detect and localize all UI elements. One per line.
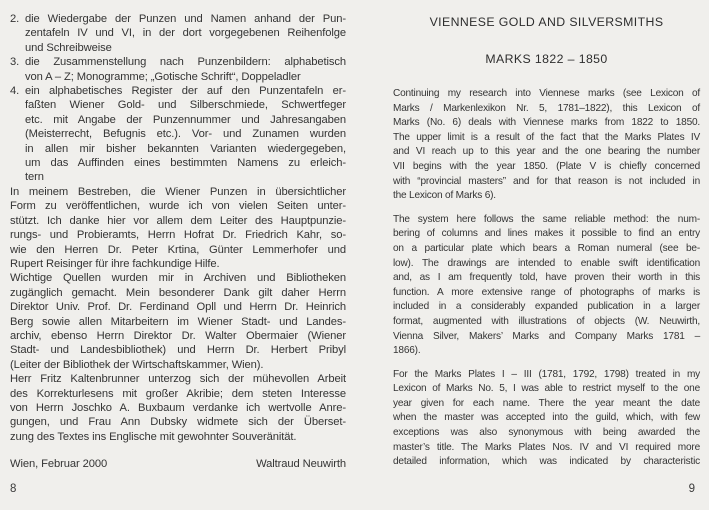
list-marker: 2.: [10, 13, 20, 25]
text-line: exceptions was also synonymous with being awarded the: [393, 427, 700, 439]
text-line: Rupert Reisinger für ihre fachkundige Hilfe.: [10, 257, 220, 270]
text-line: The upper limit is a result of the fact that the Marks Plates IV: [393, 131, 700, 143]
text-line: bering of columns and lines makes it possible to find an entry: [393, 228, 700, 240]
text-line: format, augmented with illustrations of objects (W. Neuwirth,: [393, 315, 700, 327]
paragraph: [393, 368, 700, 470]
text-line: um das Auffinden eines bestimmten Namens zu erleich-: [25, 157, 346, 170]
text-line: 1866).: [393, 345, 421, 357]
text-line: The system here follows the same reliable method: the num-: [393, 213, 700, 225]
text-line: rungs- und Probieramts, Herrn Hofrat Dr. Friedrich Kahr, so-: [10, 229, 346, 242]
text-line: on a particular plate which bears a Roman numeral (see be-: [393, 242, 700, 254]
text-line: included in a considerably expanded publication in a larger: [393, 301, 700, 313]
text-line: Vienna Silver, Makers’ Marks and Company Marks 1781 –: [393, 330, 700, 342]
text-line: low). The drawings are intended to enable swift identification: [393, 257, 700, 269]
text-line: with “provincial masters” and for that reason is not included in: [393, 175, 700, 187]
text-line: In meinem Bestreben, die Wiener Punzen in übersichtlicher: [10, 185, 346, 198]
text-line: die Zusammenstellung nach Punzenbildern: alphabetisch: [25, 56, 346, 69]
paragraph: [393, 87, 700, 204]
list-marker: 3.: [10, 56, 20, 69]
text-line: Marks (No. 6) deals with Viennese marks from 1822 to 1850.: [393, 117, 700, 129]
paragraph: [10, 271, 346, 372]
text-line: Form zu veröffentlichen, wurde ich von vielen Seiten unter-: [10, 200, 346, 213]
text-line: Wichtige Quellen wurden mir in Archiven und Bibliotheken: [10, 272, 346, 285]
text-line: the Lexicon of Marks 6).: [393, 190, 496, 202]
text-line: gungen, und Frau Ann Dubsky widmete sich der Überset-: [10, 416, 346, 429]
text-line: detailed information, which was indicated by characteristic: [393, 456, 700, 468]
text-line: zentafeln IV und VI, in der dort vorgegebenen Reihenfolge: [25, 27, 346, 40]
paragraph: [10, 372, 346, 444]
left-page: [10, 12, 346, 472]
text-line: die Wiedergabe der Punzen und Namen anhand der Pun-: [25, 13, 346, 25]
date-line: Wien, Februar 2000: [10, 458, 108, 471]
text-line: in allen mir bisher bekannten Varianten wiedergegeben,: [25, 142, 346, 155]
text-line: faßten Wiener Gold- und Silberschmiede, Schwertfeger: [25, 99, 346, 112]
page-title: VIENNESE GOLD AND SILVERSMITHS: [429, 15, 664, 29]
author-signature: Waltraud Neuwirth: [256, 458, 346, 471]
page-number-right: 9: [688, 483, 695, 495]
text-line: when the master was accepted into the guild, which, with few: [393, 412, 700, 424]
text-line: und Schreibweise: [25, 41, 112, 54]
page-number-left: 8: [10, 483, 17, 495]
left-page-text: [10, 12, 346, 444]
text-line: ein alphabetisches Register der auf den Punzentafeln er-: [25, 85, 346, 98]
text-line: year given for each name. There the year meant the date: [393, 397, 700, 409]
paragraph: [393, 213, 700, 359]
text-line: tern: [25, 171, 44, 184]
text-line: (Meisterrecht, Befugnis etc.). Vor- und Zunamen wurden: [25, 128, 346, 141]
colophon-row: [10, 457, 346, 471]
text-line: master’s title. The Marks Plates Nos. IV and VI required more: [393, 441, 700, 453]
text-line: von A – Z; Monogramme; „Gotische Schrift“, Doppeladler: [25, 70, 301, 83]
text-line: des Korrekturlesens mit großer Akribie; dem steten Interesse: [10, 387, 346, 400]
list-item: [10, 84, 346, 185]
paragraph: [10, 185, 346, 271]
text-line: VII begins with the year 1850. (Plate V is chiefly concerned: [393, 160, 700, 172]
list-marker: 4.: [10, 85, 20, 98]
text-line: von Herrn Joschko A. Buxbaum verdanke ich wertvolle Anre-: [10, 401, 346, 414]
page-subtitle: MARKS 1822 – 1850: [485, 52, 608, 66]
right-page: [393, 15, 700, 470]
text-line: Direktor Univ. Prof. Dr. Ferdinand Opll und Herrn Dr. Heinrich: [10, 301, 346, 314]
text-line: Berg sowie allen Mitarbeitern im Wiener Stadt- und Landes-: [10, 315, 346, 328]
list-item: [10, 55, 346, 84]
text-line: archiv, ebenso Herrn Direktor Dr. Walter Obermaier (Wiener: [10, 329, 346, 342]
text-line: zugänglich gemacht. Mein besonderer Dank gilt daher Herrn: [10, 286, 346, 299]
text-line: stützt. Ich danke hier vor allem dem Leiter des Hauptpunzie-: [10, 214, 346, 227]
text-line: Stadt- und Landesbibliothek) und Herrn Dr. Herbert Pribyl: [10, 344, 346, 357]
text-line: and, as I am frequently told, have proven their worth in this: [393, 272, 700, 284]
text-line: function. A more extensive range of photographs of marks is: [393, 286, 700, 298]
list-item: [10, 12, 346, 55]
text-line: (Leiter der Bibliothek der Wirtschaftskammer, Wien).: [10, 358, 264, 371]
text-line: etc. mit Angabe der Punzennummer und Jahresangaben: [25, 113, 346, 126]
right-page-text: [393, 87, 700, 470]
text-line: zung des Textes ins Englische mit gewohnter Souveränität.: [10, 430, 297, 443]
text-line: Marks / Markenlexikon Nr. 5, 1781–1822), this Lexicon of: [393, 102, 700, 114]
text-line: wie den Herren Dr. Peter Krtina, Günter Lemmerhofer und: [10, 243, 346, 256]
text-line: For the Marks Plates I – III (1781, 1792, 1798) treated in my: [393, 368, 700, 380]
text-line: Herr Fritz Kaltenbrunner unterzog sich der mühevollen Arbeit: [10, 373, 346, 386]
text-line: and VI reach up to this year and the one bearing the number: [393, 146, 700, 158]
text-line: Continuing my research into Viennese marks (see Lexicon of: [393, 88, 700, 99]
text-line: Lexicon of Marks No. 5, I was able to restrict myself to the one: [393, 383, 700, 395]
